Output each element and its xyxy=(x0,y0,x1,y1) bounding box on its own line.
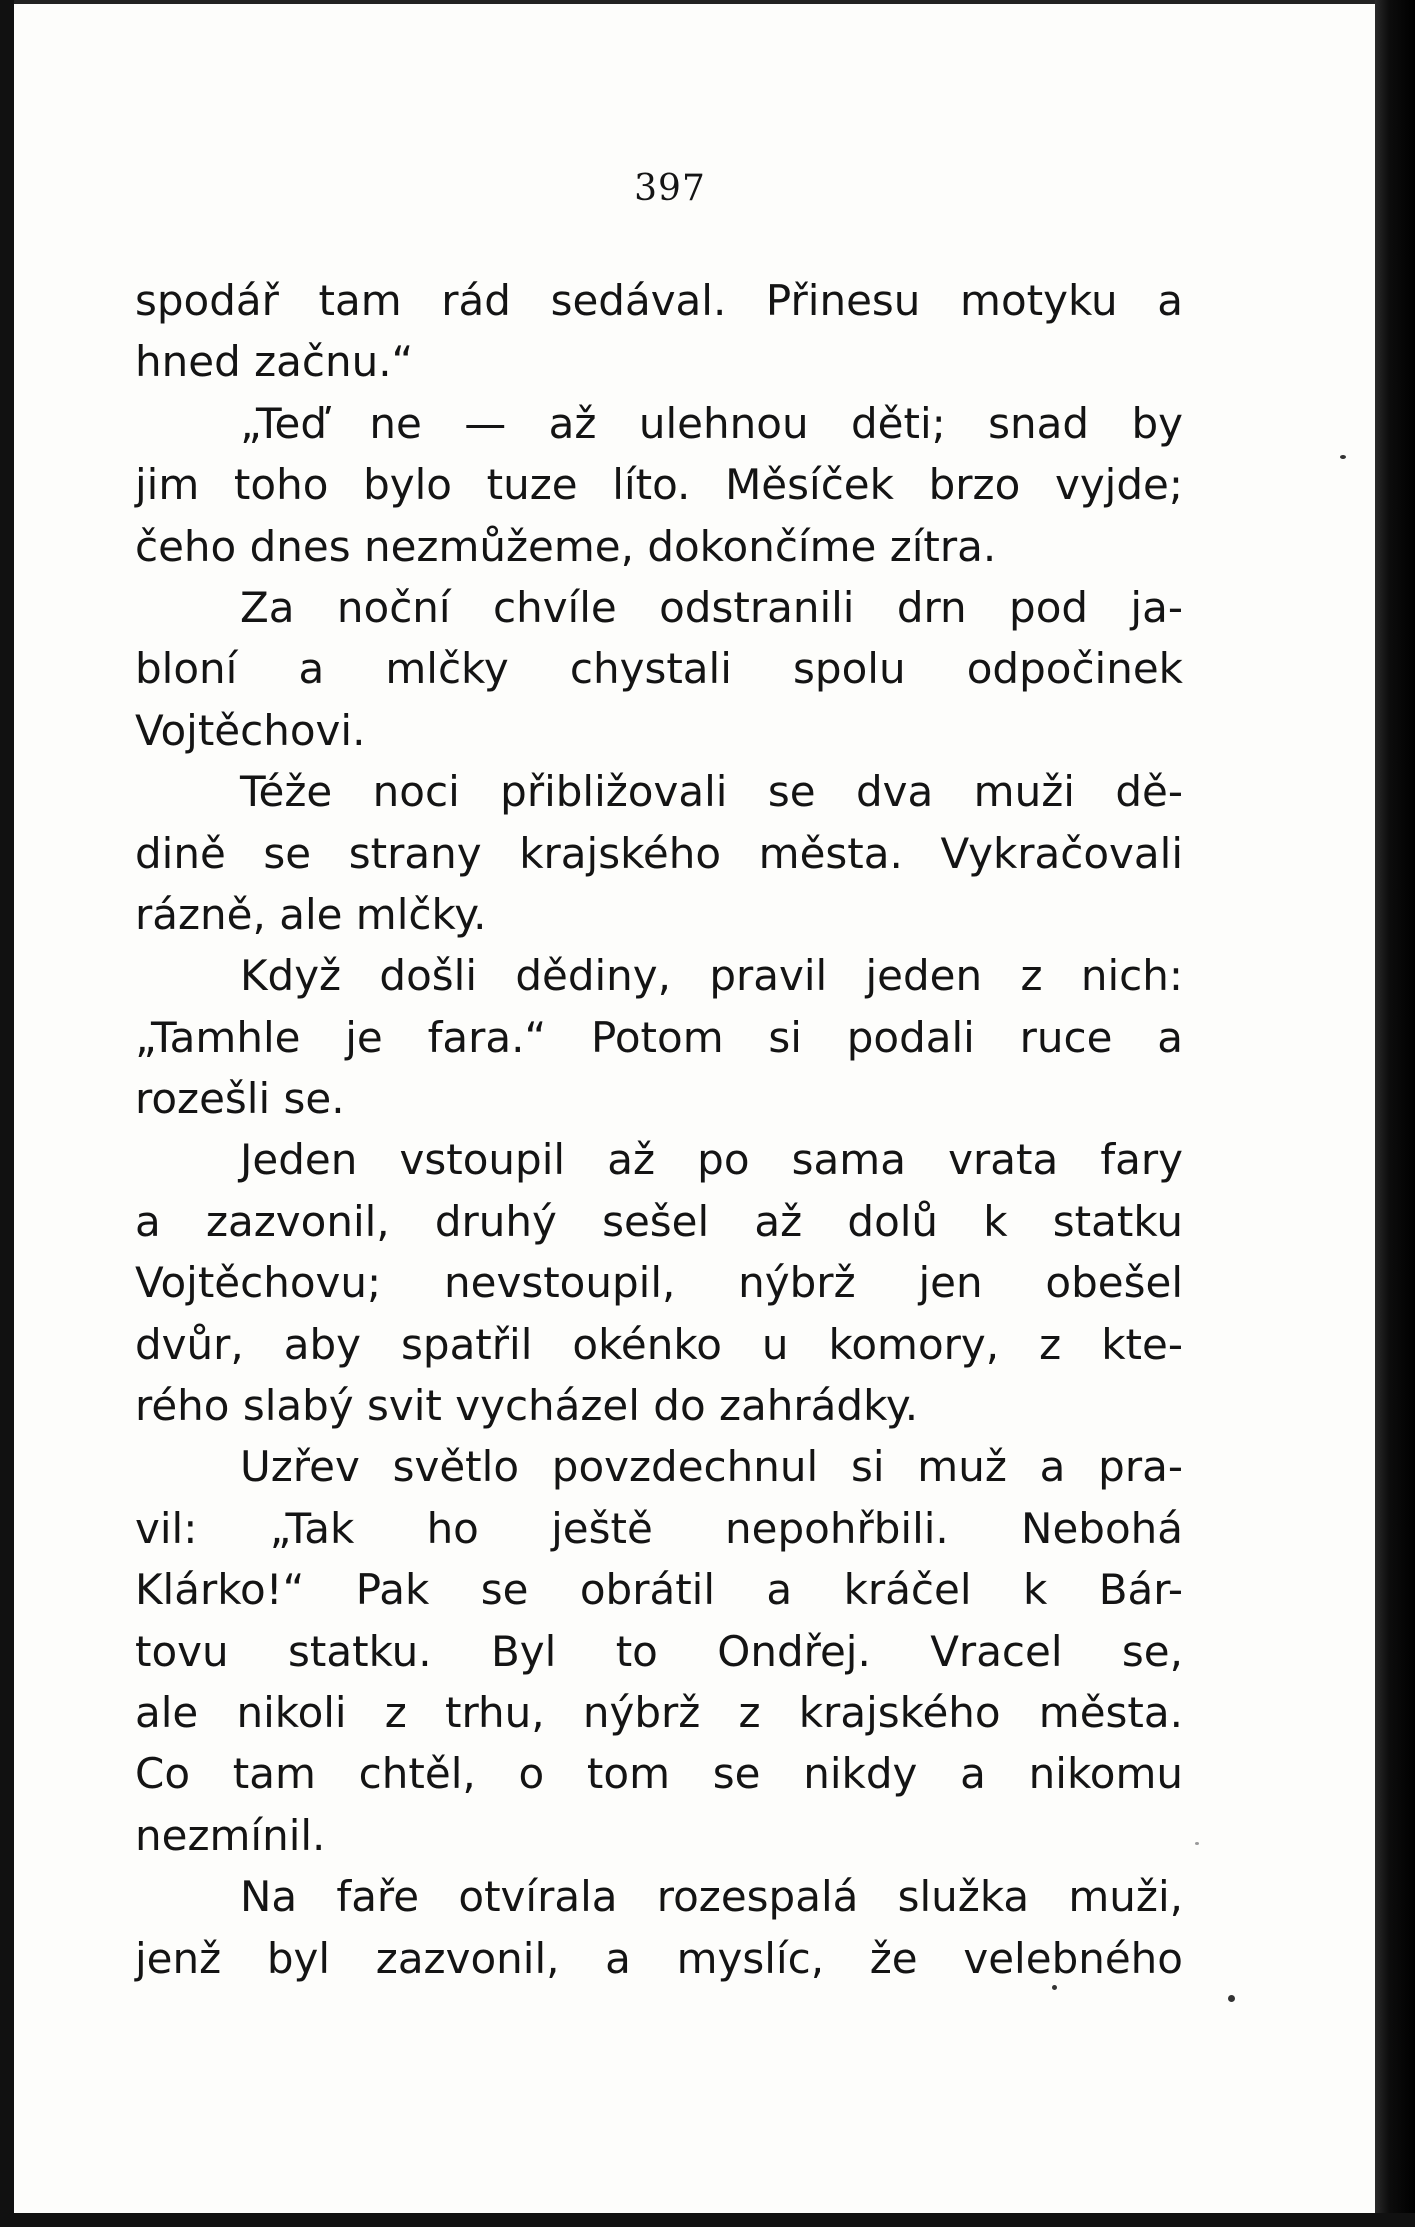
scan-left-border xyxy=(0,0,14,2227)
text-line: Když došli dědiny, pravil jeden z nich: xyxy=(240,951,1183,1001)
text-line: rozešli se. xyxy=(135,1074,345,1124)
text-line: Vojtěchovu; nevstoupil, nýbrž jen obešel xyxy=(135,1258,1183,1308)
text-line: vil: „Tak ho ještě nepohřbili. Nebohá xyxy=(135,1503,1183,1553)
text-line: rého slabý svit vycházel do zahrádky. xyxy=(135,1381,919,1431)
text-line: Jeden vstoupil až po sama vrata fary xyxy=(240,1135,1183,1185)
text-line: dvůr, aby spatřil okénko u komory, z kte- xyxy=(135,1319,1183,1369)
scan-speck xyxy=(1340,455,1346,459)
text-line: hned začnu.“ xyxy=(135,337,414,387)
text-line: „Tamhle je fara.“ Potom si podali ruce a xyxy=(135,1012,1183,1062)
text-line: čeho dnes nezmůžeme, dokončíme zítra. xyxy=(135,521,997,571)
text-line: Uzřev světlo povzdechnul si muž a pra- xyxy=(240,1442,1183,1492)
body-text xyxy=(135,270,1183,1989)
scan-bottom-border xyxy=(0,2213,1415,2227)
text-line: jenž byl zazvonil, a myslíc, že velebného xyxy=(135,1933,1183,1983)
text-line: tovu statku. Byl to Ondřej. Vracel se, xyxy=(135,1626,1183,1676)
text-line: spodář tam rád sedával. Přinesu motyku a xyxy=(135,276,1183,325)
text-line: jim toho bylo tuze líto. Měsíček brzo vyjde; xyxy=(135,460,1183,510)
text-line: „Teď ne — až ulehnou děti; snad by xyxy=(240,398,1183,448)
scan-right-border xyxy=(1375,0,1415,2227)
text-line: Téže noci přibližovali se dva muži dě- xyxy=(240,767,1183,817)
scan-speck xyxy=(1228,1995,1235,2002)
scan-top-border xyxy=(0,0,1415,4)
text-line: ale nikoli z trhu, nýbrž z krajského města. xyxy=(135,1687,1183,1737)
text-line: dině se strany krajského města. Vykračovali xyxy=(135,828,1183,878)
text-line: Na faře otvírala rozespalá služka muži, xyxy=(240,1872,1183,1922)
text-line: nezmínil. xyxy=(135,1810,326,1860)
page-number: 397 xyxy=(634,168,706,209)
text-line: rázně, ale mlčky. xyxy=(135,889,487,939)
text-line: Vojtěchovi. xyxy=(135,705,366,755)
text-line: bloní a mlčky chystali spolu odpočinek xyxy=(135,644,1183,694)
text-line: a zazvonil, druhý sešel až dolů k statku xyxy=(135,1196,1183,1246)
text-line: Za noční chvíle odstranili drn pod ja- xyxy=(240,582,1183,632)
text-line: Co tam chtěl, o tom se nikdy a nikomu xyxy=(135,1749,1183,1799)
scan-speck xyxy=(1195,1842,1199,1845)
text-line: Klárko!“ Pak se obrátil a kráčel k Bár- xyxy=(135,1565,1183,1615)
